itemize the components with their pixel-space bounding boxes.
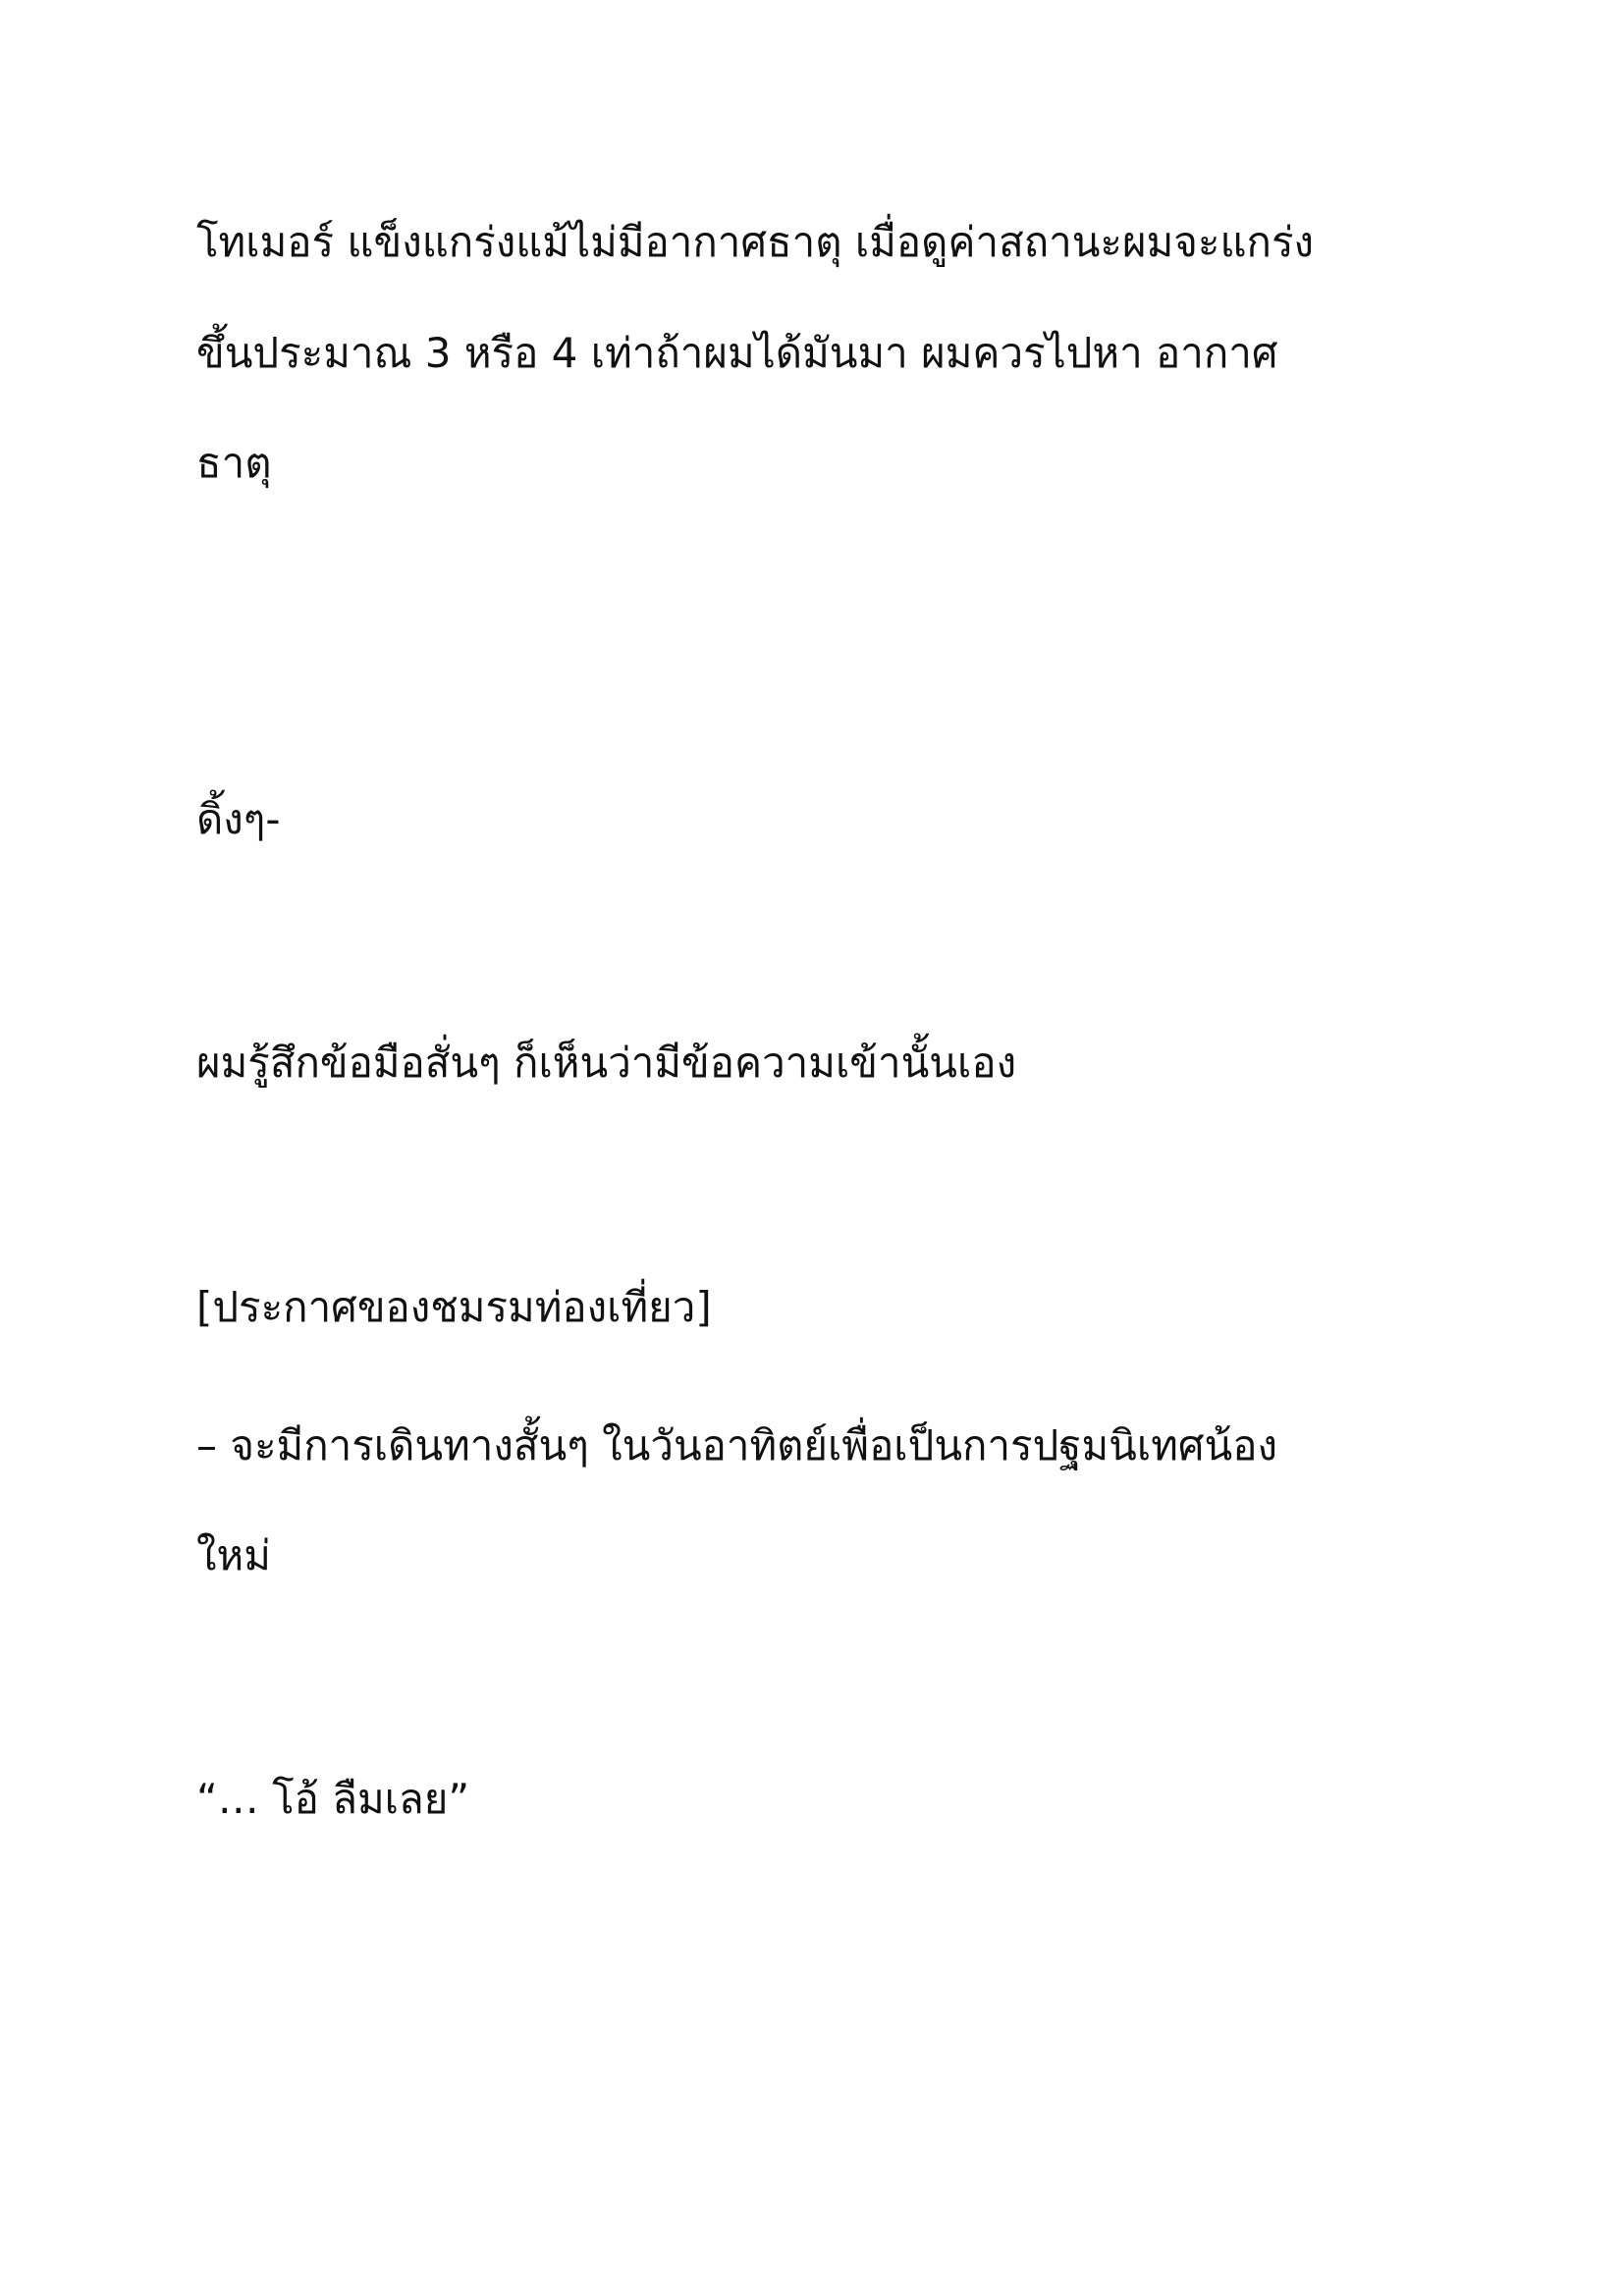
paragraph-1-line-2: ขึ้นประมาณ 3 หรือ 4 เท่าถ้าผมได้มันมา ผมควรไปหา อากาศ xyxy=(196,329,1278,377)
paragraph-3-line-1: ผมรู้สึกข้อมือสั่นๆ ก็เห็นว่ามีข้อความเข้านั้นเอง xyxy=(196,1039,1017,1087)
announcement-heading: [ประกาศของชมรมท่องเที่ยว] xyxy=(196,1283,712,1331)
announcement-line-1: – จะมีการเดินทางสั้นๆ ในวันอาทิตย์เพื่อเป็นการปฐมนิเทศน้อง xyxy=(196,1421,1277,1469)
paragraph-1-line-3: ธาตุ xyxy=(196,439,272,487)
announcement-line-2: ใหม่ xyxy=(196,1531,271,1579)
paragraph-2-line-1: ดิ้งๆ- xyxy=(196,795,281,843)
dialogue-line: “… โอ้ ลืมเลย” xyxy=(196,1775,470,1823)
paragraph-1-line-1: โทเมอร์ แข็งแกร่งแม้ไม่มีอากาศธาตุ เมื่อดูค่าสถานะผมจะแกร่ง xyxy=(196,218,1315,266)
